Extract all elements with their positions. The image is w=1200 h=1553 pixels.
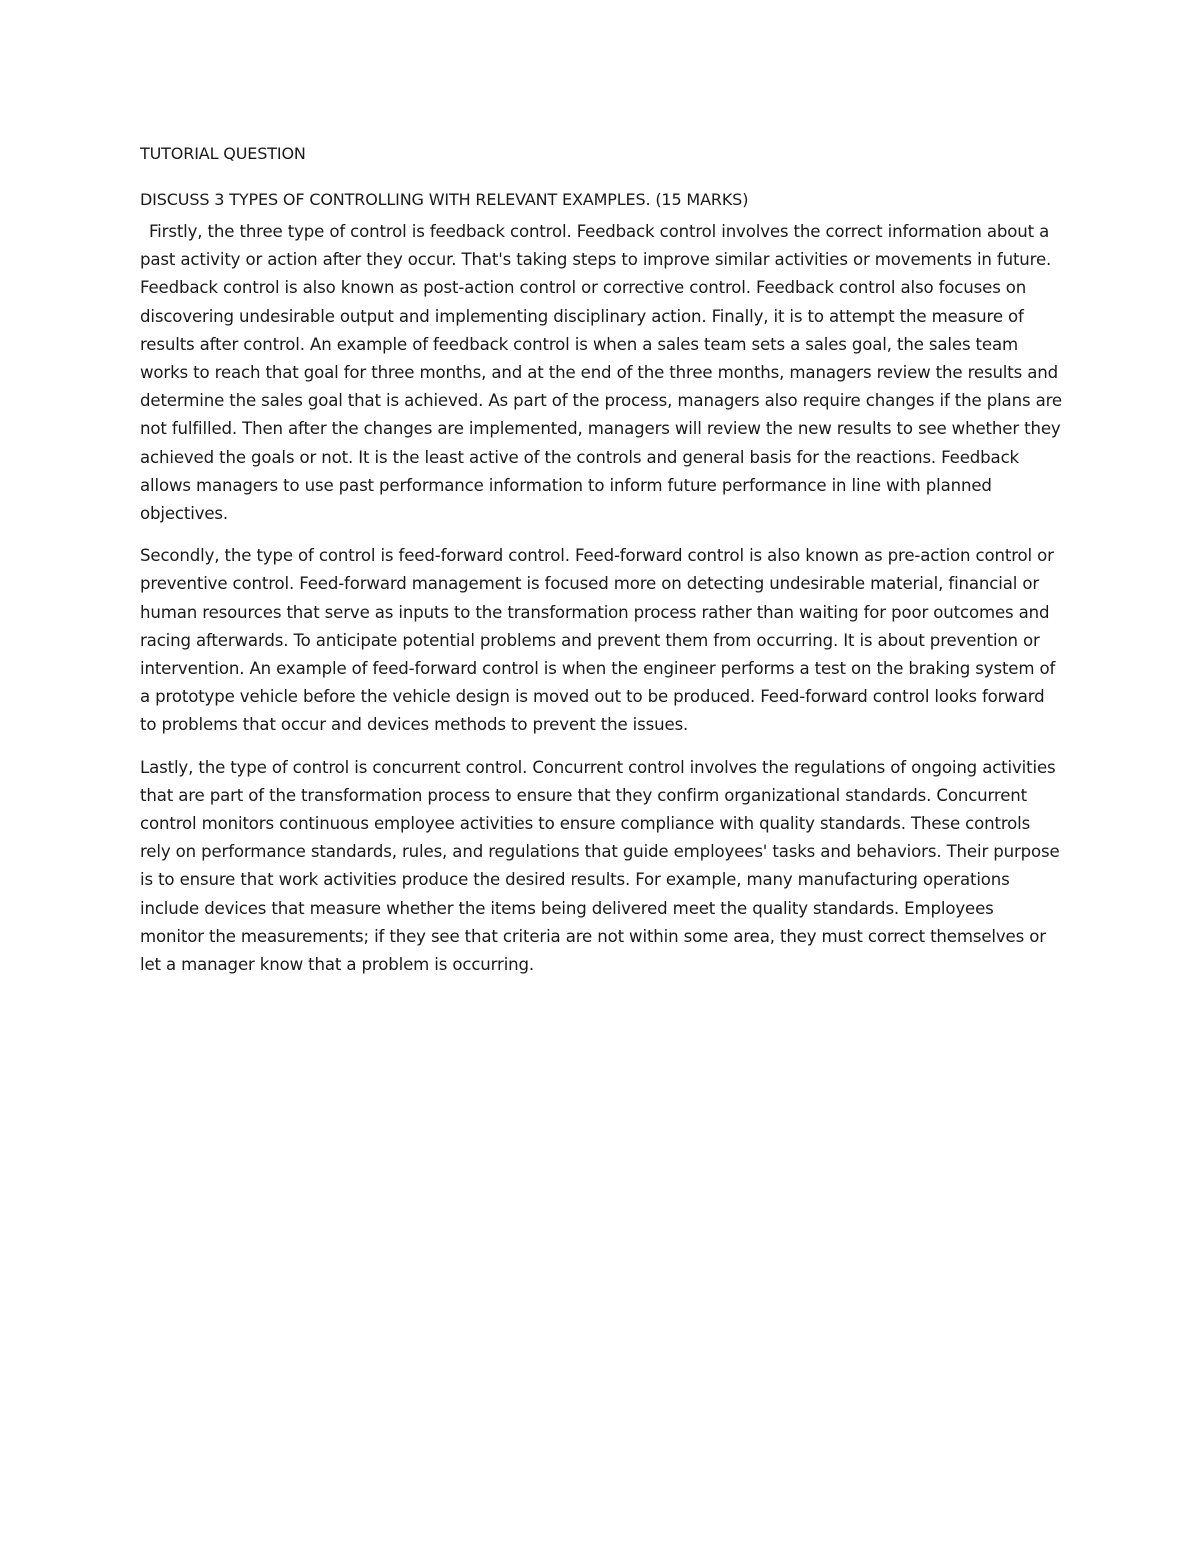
paragraph-feedback-control: Firstly, the three type of control is feedback control. Feedback control involves the correct information about a past activity or action after they occur. That's taking steps to improve similar activities or movements in future. Feedback control is also known as post-action control or corrective control. Feedback control also focuses on discovering undesirable output and implementing disciplinary action. Finally, it is to attempt the measure of results after control. An example of feedback control is when a sales team sets a sales goal, the sales team works to reach that goal for three months, and at the end of the three months, managers review the results and determine the sales goal that is achieved. As part of the process, managers also require changes if the plans are not fulfilled. Then after the changes are implemented, managers will review the new results to see whether they achieved the goals or not. It is the least active of the controls and general basis for the reactions. Feedback allows managers to use past performance information to inform future performance in line with planned objectives.	[140, 222, 1062, 524]
question-heading: DISCUSS 3 TYPES OF CONTROLLING WITH RELEVANT EXAMPLES. (15 MARKS)	[140, 190, 749, 209]
paragraph-feed-forward-control: Secondly, the type of control is feed-forward control. Feed-forward control is also known as pre-action control or preventive control. Feed-forward management is focused more on detecting undesirable material, financial or human resources that serve as inputs to the transformation process rather than waiting for poor outcomes and racing afterwards. To anticipate potential problems and prevent them from occurring. It is about prevention or intervention. An example of feed-forward control is when the engineer performs a test on the braking system of a prototype vehicle before the vehicle design is moved out to be produced. Feed-forward control looks forward to problems that occur and devices methods to prevent the issues.	[140, 546, 1056, 735]
document-title: TUTORIAL QUESTION	[140, 144, 306, 163]
document-body	[140, 140, 1062, 993]
paragraph-concurrent-control: Lastly, the type of control is concurrent control. Concurrent control involves the regulations of ongoing activities that are part of the transformation process to ensure that they confirm organizational standards. Concurrent control monitors continuous employee activities to ensure compliance with quality standards. These controls rely on performance standards, rules, and regulations that guide employees' tasks and behaviors. Their purpose is to ensure that work activities produce the desired results. For example, many manufacturing operations include devices that measure whether the items being delivered meet the quality standards. Employees monitor the measurements; if they see that criteria are not within some area, they must correct themselves or let a manager know that a problem is occurring.	[140, 757, 1060, 975]
